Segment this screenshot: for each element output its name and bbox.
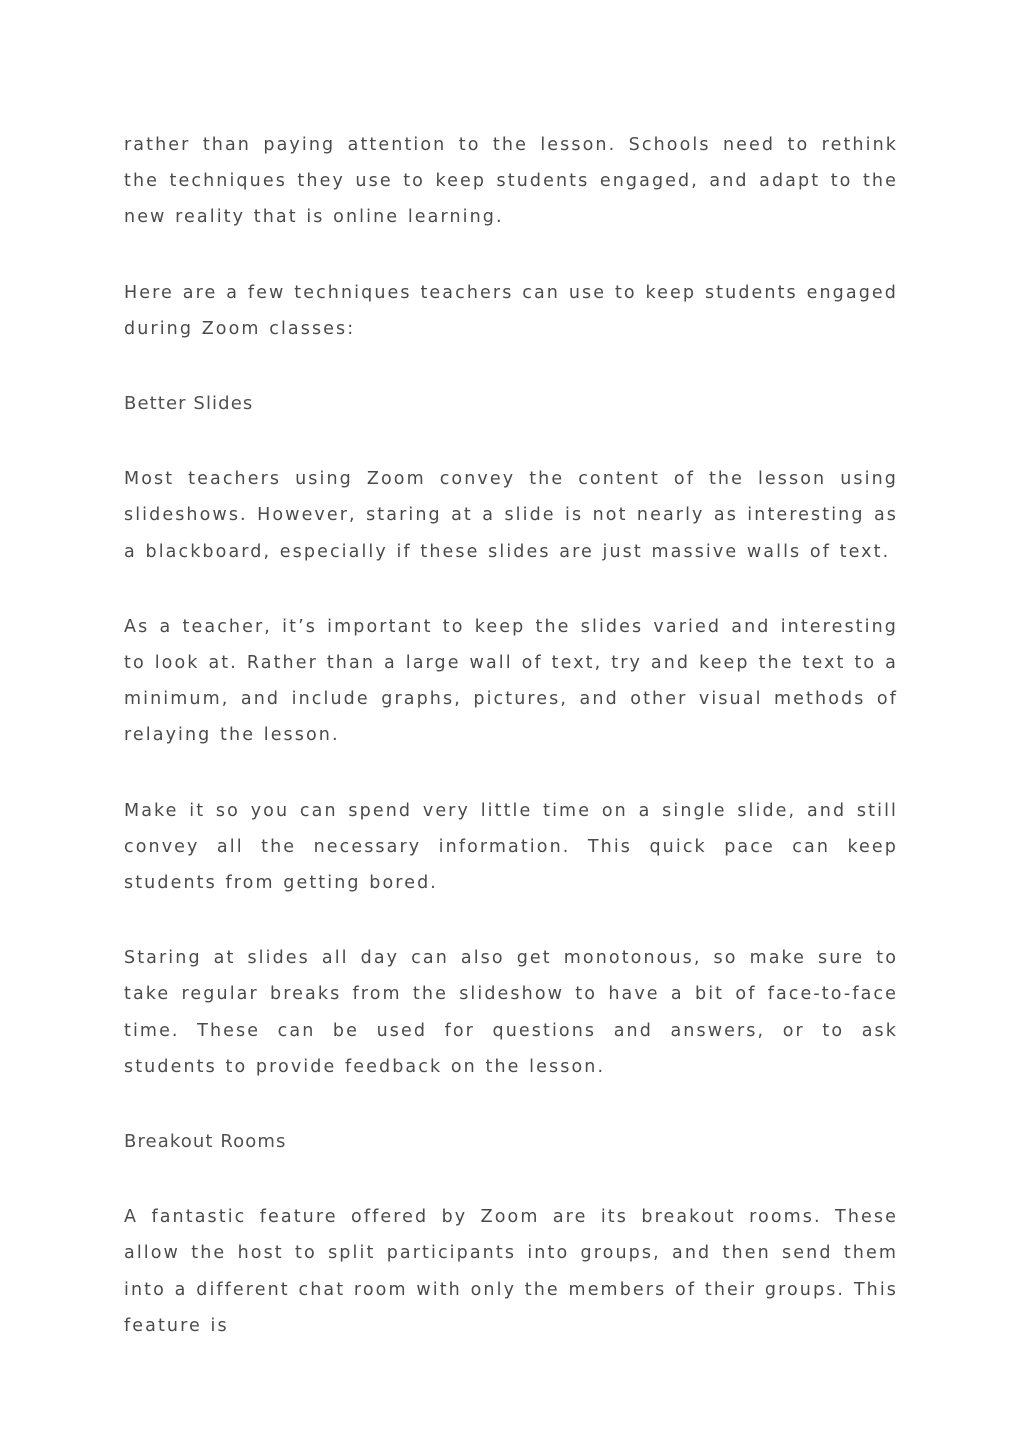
paragraph-quick-pace: Make it so you can spend very little time on a single slide, and still convey all the necessary information. This quick pace can keep students from getting bored. — [124, 800, 898, 894]
paragraph-breaks: Staring at slides all day can also get monotonous, so make sure to take regular breaks from the slideshow to have a bit of face-to-face time. These can be used for questions and answers, or to ask students to provide feedback on the lesson. — [124, 948, 898, 1077]
document-page — [124, 127, 898, 1383]
paragraph-varied-slides: As a teacher, it’s important to keep the slides varied and interesting to look at. Rather than a large wall of text, try and keep the text to a minimum, and include graphs, pictures, and other visual methods of relaying the lesson. — [124, 616, 898, 746]
paragraph-intro-end: rather than paying attention to the lesson. Schools need to rethink the techniques they use to keep students engaged, and adapt to the new reality that is online learning. — [124, 135, 898, 228]
paragraph-techniques-intro: Here are a few techniques teachers can use to keep students engaged during Zoom classes: — [124, 282, 898, 339]
section-heading-breakout-rooms: Breakout Rooms — [124, 1131, 287, 1153]
paragraph-breakout-rooms: A fantastic feature offered by Zoom are its breakout rooms. These allow the host to split participants into groups, and then send them into a different chat room with only the members of their groups. This feature is — [124, 1207, 898, 1336]
section-heading-better-slides: Better Slides — [124, 393, 254, 415]
paragraph-slideshows: Most teachers using Zoom convey the content of the lesson using slideshows. However, staring at a slide is not nearly as interesting as a blackboard, especially if these slides are just massive walls of text. — [124, 469, 898, 562]
